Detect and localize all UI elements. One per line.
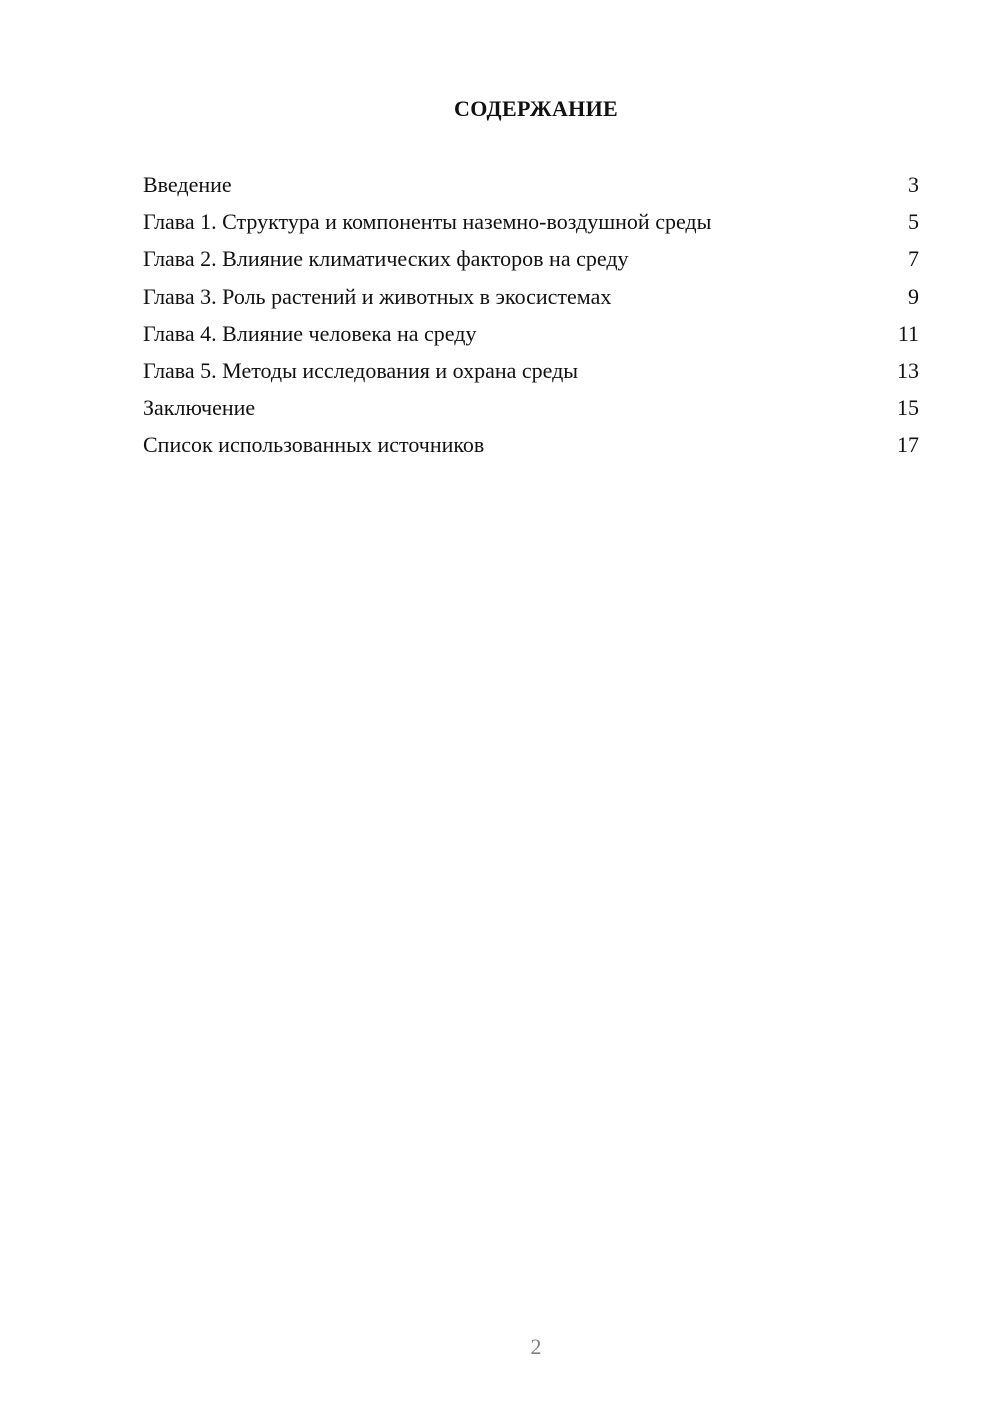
toc-item-chapter-1 xyxy=(143,206,919,243)
toc-item-references xyxy=(143,429,919,466)
toc-item-chapter-5 xyxy=(143,355,919,392)
toc-item-label: Глава 2. Влияние климатических факторов на среду xyxy=(143,246,629,272)
page-number: 2 xyxy=(530,1334,542,1359)
toc-item-conclusion xyxy=(143,392,919,429)
toc-item-label: Заключение xyxy=(143,395,256,421)
toc-item-label: Глава 5. Методы исследования и охрана среды xyxy=(143,357,579,383)
page-title: СОДЕРЖАНИЕ xyxy=(454,96,618,121)
toc-item-chapter-4 xyxy=(143,318,919,355)
toc-item-page: 7 xyxy=(908,246,919,272)
toc-item-page: 11 xyxy=(897,320,919,346)
toc-item-label: Введение xyxy=(143,172,232,197)
toc-item-label: Глава 3. Роль растений и животных в экосистемах xyxy=(143,283,612,309)
toc-item-page: 9 xyxy=(908,283,919,309)
toc-item-introduction xyxy=(143,169,919,206)
toc-item-label: Глава 1. Структура и компоненты наземно-воздушной среды xyxy=(143,209,712,235)
toc-item-chapter-2 xyxy=(143,243,919,280)
table-of-contents xyxy=(143,169,919,467)
toc-item-page: 3 xyxy=(908,172,919,197)
toc-item-page: 17 xyxy=(897,432,919,458)
toc-item-label: Список использованных источников xyxy=(143,432,485,458)
toc-item-page: 5 xyxy=(908,209,919,235)
toc-item-page: 15 xyxy=(897,395,919,421)
toc-item-label: Глава 4. Влияние человека на среду xyxy=(143,320,477,346)
toc-item-page: 13 xyxy=(897,357,919,383)
toc-item-chapter-3 xyxy=(143,281,919,318)
